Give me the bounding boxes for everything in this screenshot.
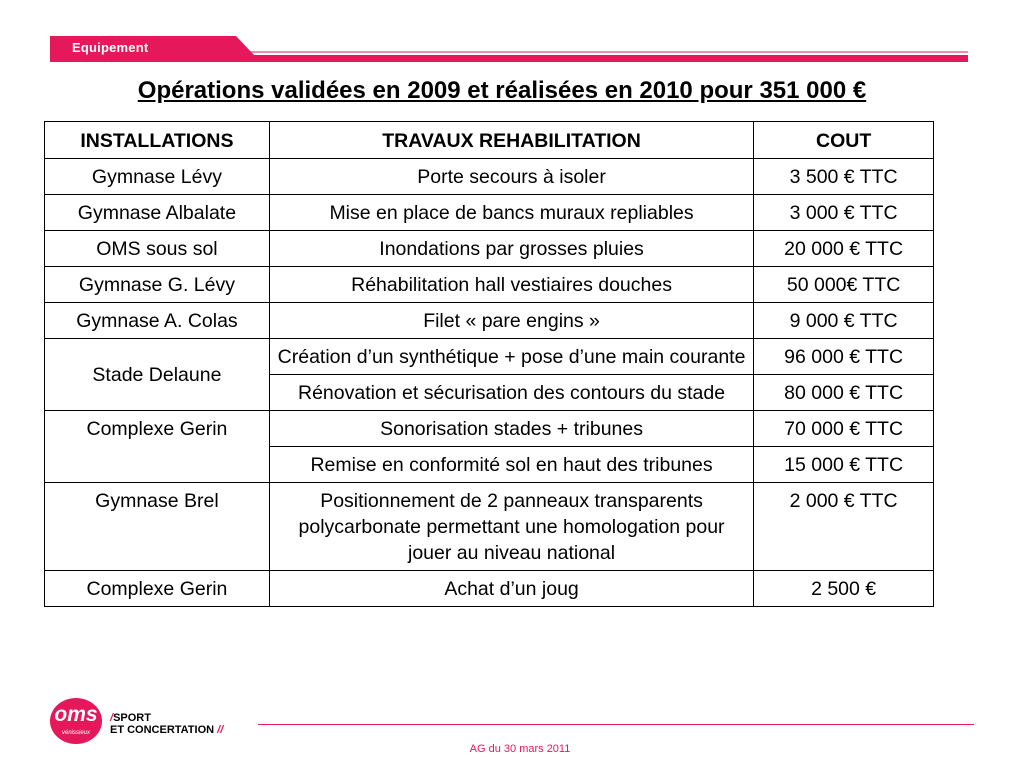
logo-sub-text: vénissieux <box>61 730 90 736</box>
cout-cell: 2 000 € TTC <box>754 483 934 571</box>
table-row <box>45 571 934 607</box>
section-label: Equipement <box>72 40 149 55</box>
footer-date: AG du 30 mars 2011 <box>469 743 571 755</box>
cout-cell: 3 500 € TTC <box>754 159 934 195</box>
logo-tagline <box>110 712 223 736</box>
travaux-cell: Réhabilitation hall vestiaires douches <box>269 267 753 303</box>
logo-double-slash-icon: // <box>217 724 224 736</box>
logo-line-2: ET CONCERTATION <box>110 724 215 736</box>
cout-cell: 20 000 € TTC <box>754 231 934 267</box>
travaux-cell: Inondations par grosses pluies <box>269 231 753 267</box>
travaux-cell: Positionnement de 2 panneaux transparents polycarbonate permettant une homologation pour jouer au niveau national <box>269 483 753 571</box>
operations-table <box>44 121 934 607</box>
travaux-cell: Filet « pare engins » <box>269 303 753 339</box>
table-row <box>45 339 934 375</box>
header-installations: INSTALLATIONS <box>45 122 270 159</box>
travaux-cell: Porte secours à isoler <box>269 159 753 195</box>
travaux-cell: Achat d’un joug <box>269 571 753 607</box>
header-cout: COUT <box>754 122 934 159</box>
travaux-cell: Mise en place de bancs muraux repliables <box>269 195 753 231</box>
installation-cell: Stade Delaune <box>45 339 270 411</box>
travaux-cell: Remise en conformité sol en haut des tribunes <box>269 447 753 483</box>
installation-cell: Gymnase Brel <box>45 483 270 571</box>
table-row <box>45 231 934 267</box>
oms-logo <box>50 698 250 746</box>
cout-cell: 3 000 € TTC <box>754 195 934 231</box>
cout-cell: 15 000 € TTC <box>754 447 934 483</box>
logo-main-text: oms <box>54 703 98 726</box>
installation-cell: Complexe Gerin <box>45 411 270 483</box>
table-row <box>45 411 934 447</box>
table-row <box>45 159 934 195</box>
oms-logo-badge <box>50 698 102 744</box>
installation-cell: OMS sous sol <box>45 231 270 267</box>
travaux-cell: Sonorisation stades + tribunes <box>269 411 753 447</box>
cout-cell: 50 000€ TTC <box>754 267 934 303</box>
logo-line-1: SPORT <box>113 712 151 724</box>
table-row <box>45 303 934 339</box>
installation-cell: Gymnase Albalate <box>45 195 270 231</box>
header-travaux: TRAVAUX REHABILITATION <box>269 122 753 159</box>
installation-cell: Gymnase A. Colas <box>45 303 270 339</box>
cout-cell: 70 000 € TTC <box>754 411 934 447</box>
footer-divider <box>258 724 974 725</box>
travaux-cell: Rénovation et sécurisation des contours du stade <box>269 375 753 411</box>
page-title: Opérations validées en 2009 et réalisées en 2010 pour 351 000 € <box>137 77 867 104</box>
installation-cell: Gymnase Lévy <box>45 159 270 195</box>
table-row <box>45 267 934 303</box>
logo-slash-icon: / <box>110 712 114 724</box>
header-ribbon <box>0 0 1024 70</box>
cout-cell: 96 000 € TTC <box>754 339 934 375</box>
table-row <box>45 483 934 571</box>
table-header-row <box>45 122 934 159</box>
cout-cell: 80 000 € TTC <box>754 375 934 411</box>
installation-cell: Complexe Gerin <box>45 571 270 607</box>
cout-cell: 9 000 € TTC <box>754 303 934 339</box>
table-row <box>45 195 934 231</box>
travaux-cell: Création d’un synthétique + pose d’une main courante <box>269 339 753 375</box>
cout-cell: 2 500 € <box>754 571 934 607</box>
installation-cell: Gymnase G. Lévy <box>45 267 270 303</box>
